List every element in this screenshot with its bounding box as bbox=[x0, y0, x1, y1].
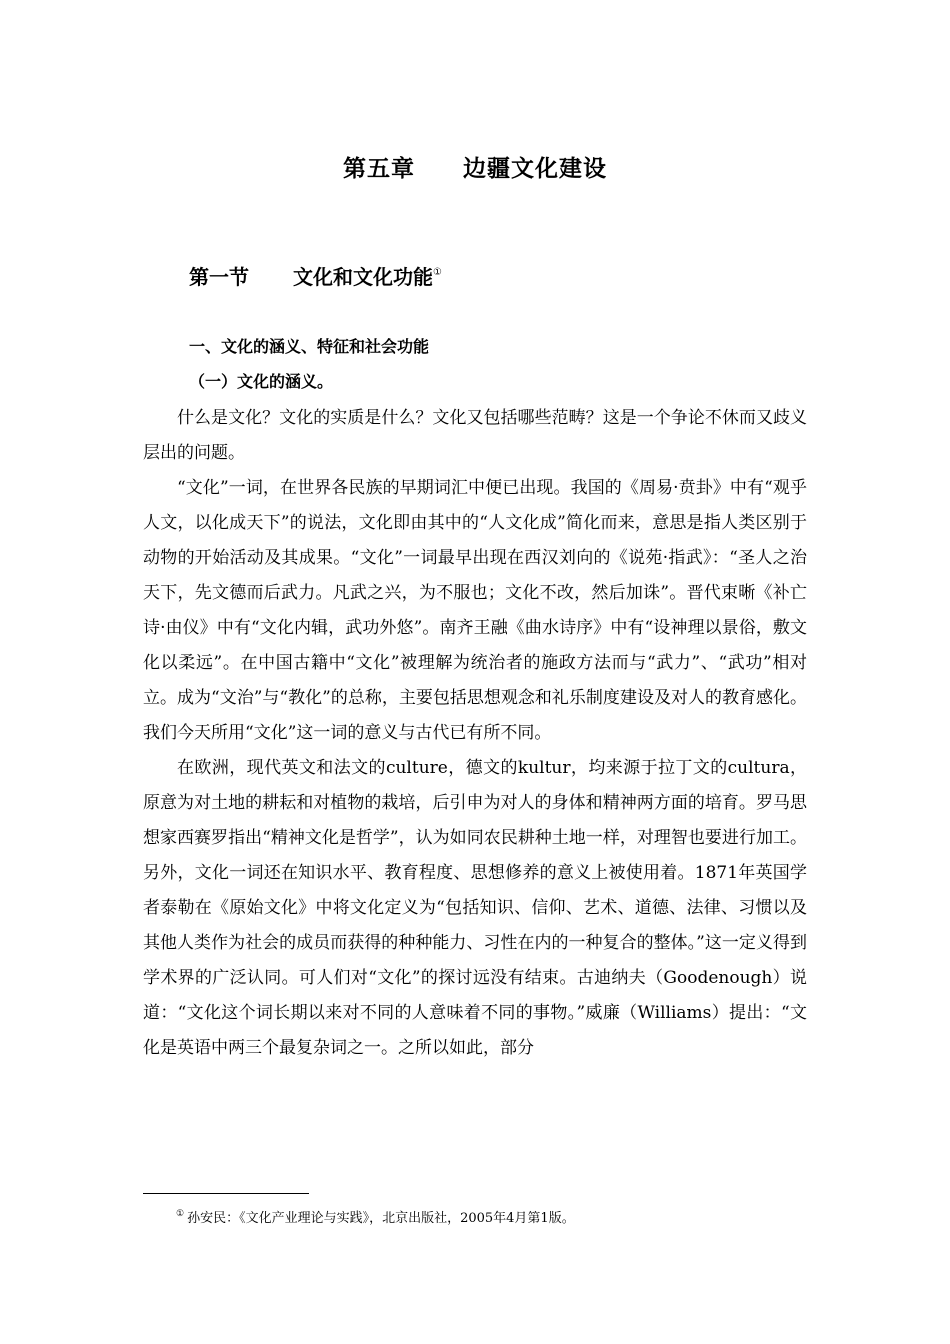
chapter-name: 边疆文化建设 bbox=[463, 156, 607, 182]
section-title bbox=[189, 262, 442, 292]
section-name: 文化和文化功能 bbox=[293, 265, 433, 289]
footnote-text: 孙安民：《文化产业理论与实践》，北京出版社，2005年4月第1版。 bbox=[187, 1211, 575, 1226]
subheading-1: 一、文化的涵义、特征和社会功能 bbox=[189, 337, 430, 356]
body-text bbox=[143, 401, 807, 1066]
footnote-separator bbox=[143, 1193, 309, 1194]
footnote-reference[interactable]: ① bbox=[433, 267, 442, 278]
footnote-marker: ① bbox=[176, 1209, 185, 1219]
section-number: 第一节 bbox=[189, 265, 249, 289]
chapter-title bbox=[0, 152, 950, 186]
subheading-2: （一）文化的涵义。 bbox=[189, 372, 334, 391]
paragraph-2: “文化”一词，在世界各民族的早期词汇中便已出现。我国的《周易·贲卦》中有“观乎人文，以化成天下”的说法，文化即由其中的“人文化成”简化而来，意思是指人类区别于动物的开始活动及其成果。“文化”一词最早出现在西汉刘向的《说苑·指武》：“圣人之治天下，先文德而后武力。凡武之兴，为不服也；文化不改，然后加诛”。晋代束晰《补亡诗·由仪》中有“文化内辑，武功外悠”。南齐王融《曲水诗序》中有“设神理以景俗，敷文化以柔远”。在中国古籍中“文化”被理解为统治者的施政方法而与“武力”、“武功”相对立。成为“文治”与“教化”的总称，主要包括思想观念和礼乐制度建设及对人的教育感化。我们今天所用“文化”这一词的意义与古代已有所不同。 bbox=[143, 478, 807, 743]
paragraph-1: 什么是文化？文化的实质是什么？文化又包括哪些范畴？这是一个争论不休而又歧义层出的问题。 bbox=[143, 408, 807, 463]
footnote bbox=[176, 1208, 575, 1230]
paragraph-3: 在欧洲，现代英文和法文的culture，德文的kultur，均来源于拉丁文的cultura，原意为对土地的耕耘和对植物的栽培，后引申为对人的身体和精神两方面的培育。罗马思想家西赛罗指出“精神文化是哲学”，认为如同农民耕种土地一样，对理智也要进行加工。另外，文化一词还在知识水平、教育程度、思想修养的意义上被使用着。1871年英国学者泰勒在《原始文化》中将文化定义为“包括知识、信仰、艺术、道德、法律、习惯以及其他人类作为社会的成员而获得的种种能力、习性在内的一种复合的整体。”这一定义得到学术界的广泛认同。可人们对“文化”的探讨远没有结束。古迪纳夫（Goodenough）说道：“文化这个词长期以来对不同的人意味着不同的事物。”威廉（Williams）提出：“文化是英语中两三个最复杂词之一。之所以如此，部分 bbox=[143, 758, 807, 1058]
chapter-number: 第五章 bbox=[343, 156, 415, 182]
